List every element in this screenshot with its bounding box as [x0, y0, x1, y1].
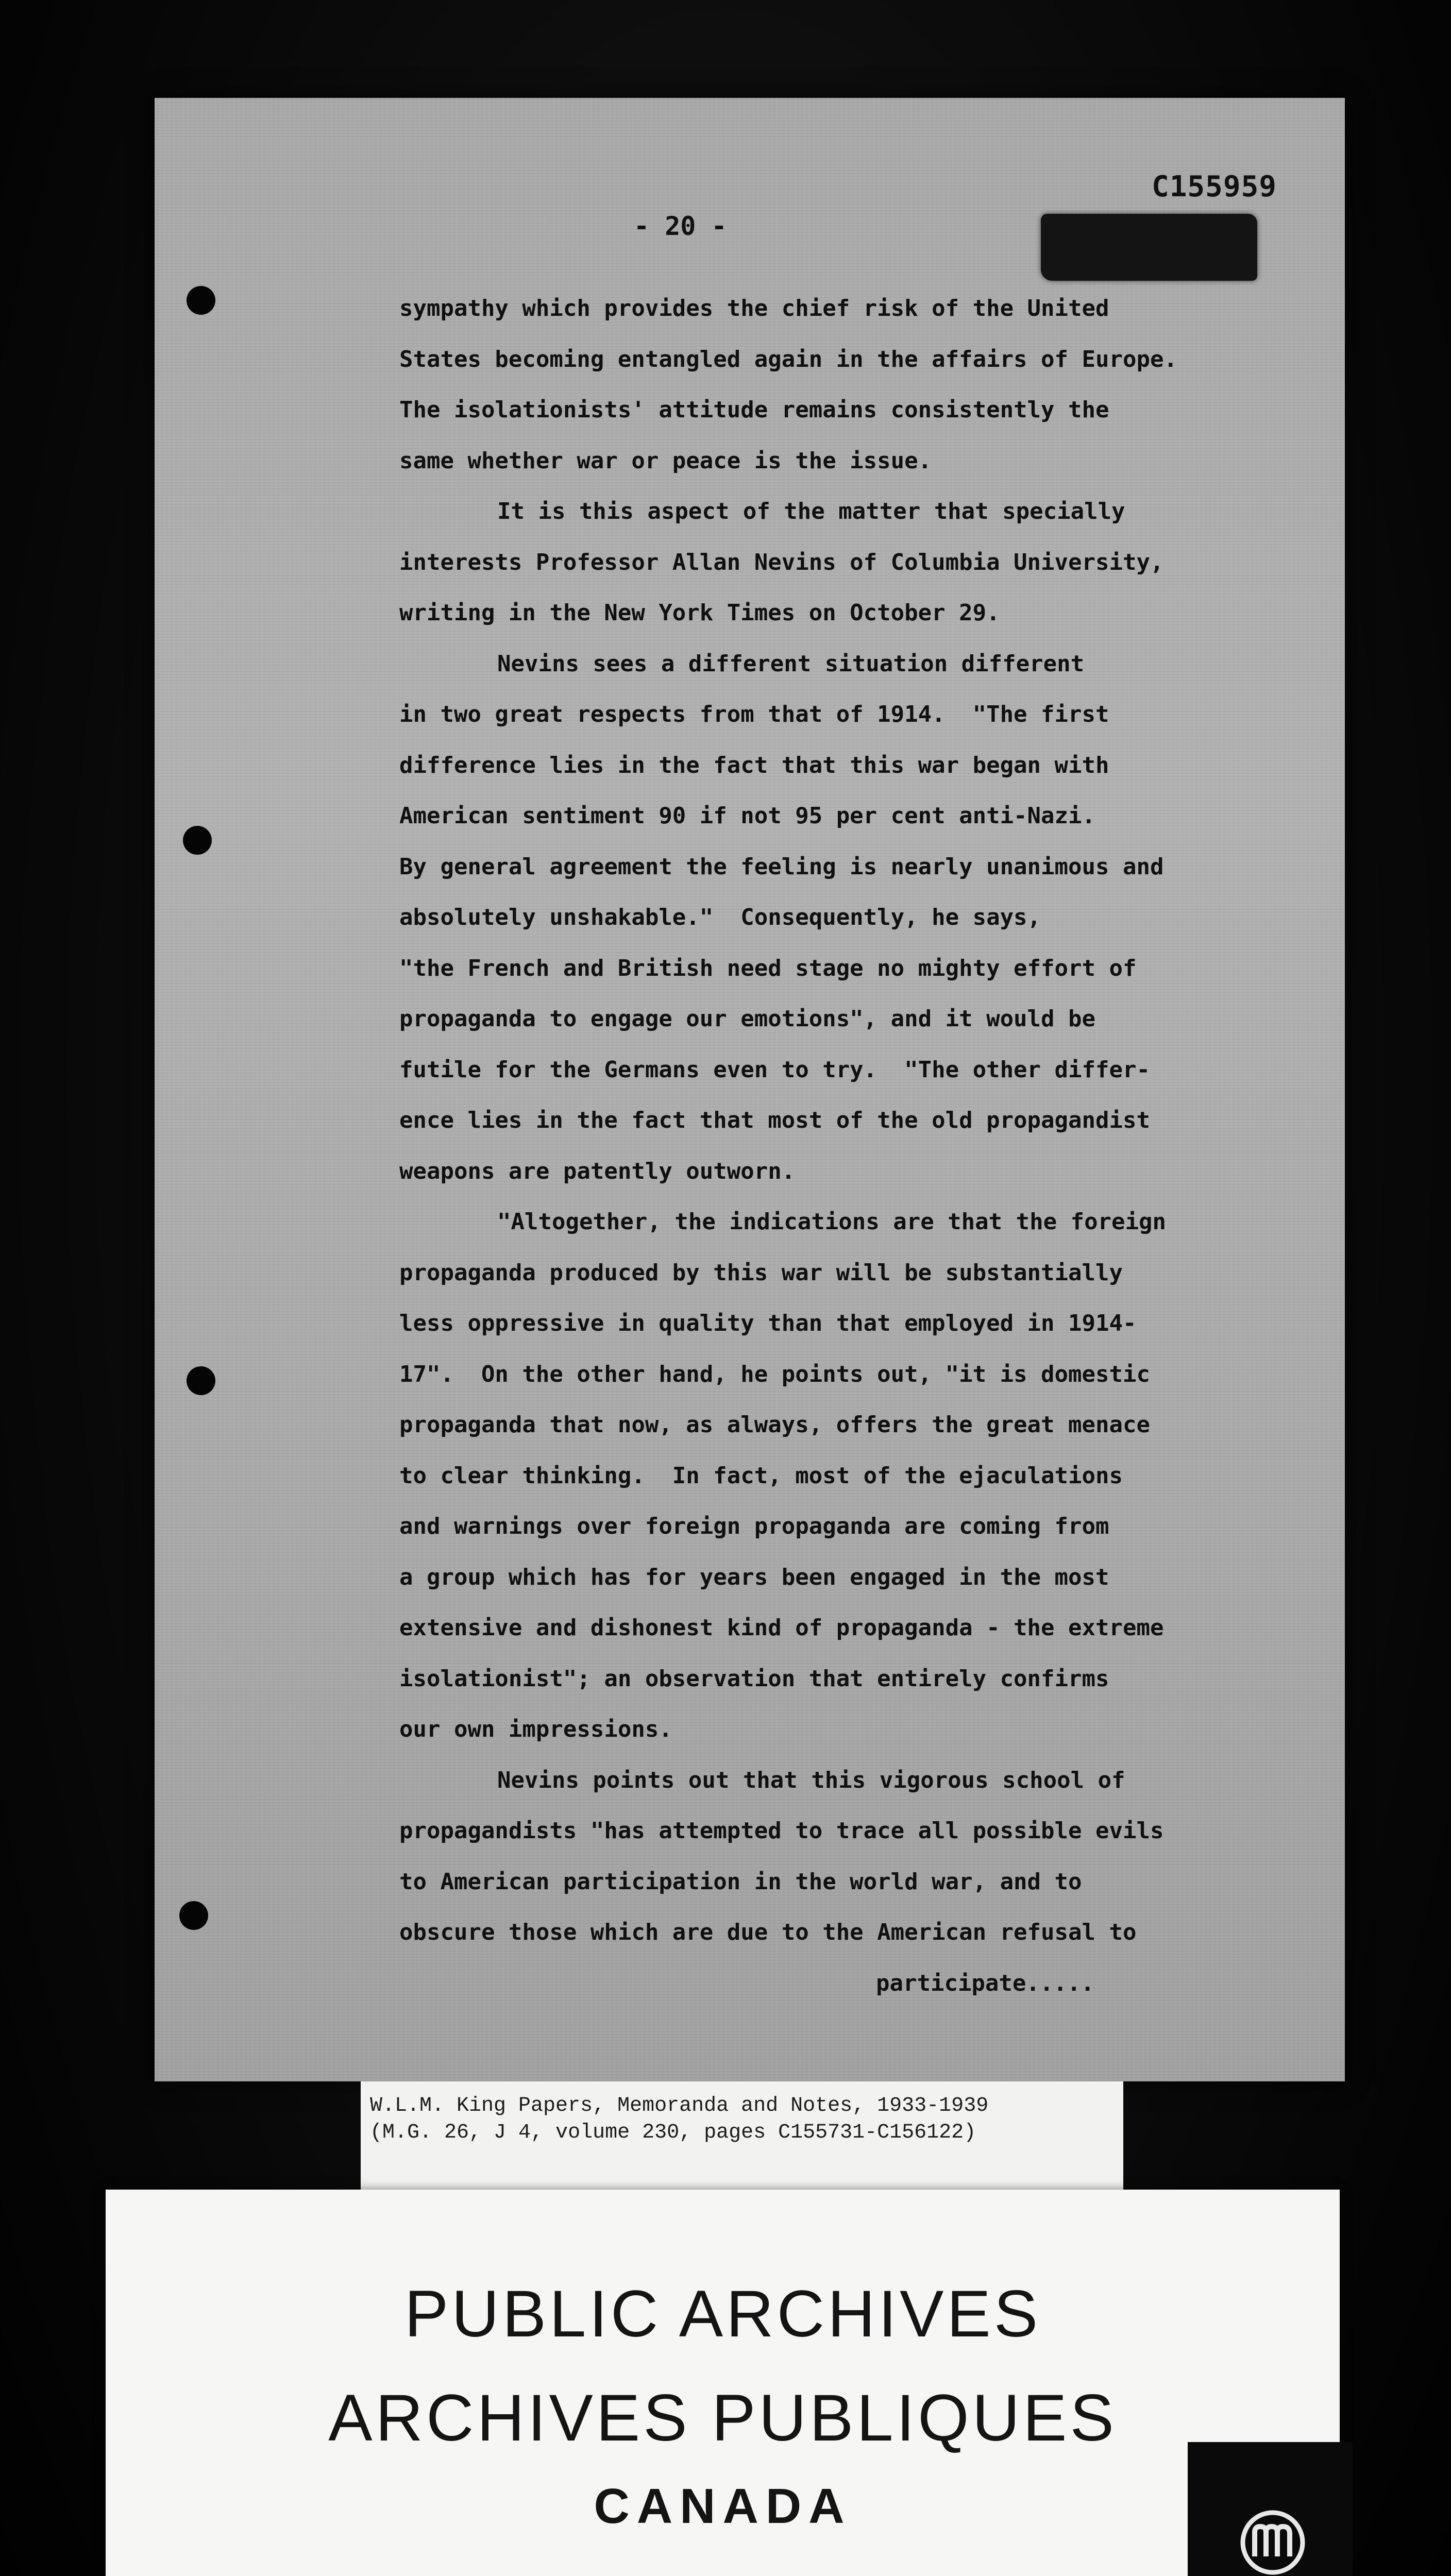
text-line: participate..... — [876, 1970, 1094, 1996]
text-line: weapons are patently outworn. — [399, 1158, 796, 1184]
text-line: ence lies in the fact that most of the old propagandist — [399, 1107, 1150, 1133]
text-line: difference lies in the fact that this war began with — [399, 752, 1109, 778]
text-line: "Altogether, the indications are that the foreign — [497, 1209, 1167, 1235]
archive-card-title-fr: ARCHIVES PUBLIQUES — [328, 2381, 1117, 2455]
text-line: By general agreement the feeling is nearly unanimous and — [399, 853, 1164, 880]
archives-canada-logo-icon — [1239, 2509, 1306, 2576]
text-line: American sentiment 90 if not 95 per cent anti-Nazi. — [399, 803, 1096, 829]
text-line: propaganda produced by this war will be substantially — [399, 1259, 1123, 1286]
text-line: propaganda that now, as always, offers the great menace — [399, 1412, 1150, 1438]
archive-card-title-en: PUBLIC ARCHIVES — [404, 2277, 1041, 2351]
text-line: States becoming entangled again in the affairs of Europe. — [399, 346, 1177, 372]
text-line: to clear thinking. In fact, most of the ejaculations — [399, 1462, 1123, 1489]
logo-block — [1188, 2442, 1353, 2576]
text-line: interests Professor Allan Nevins of Columbia University, — [399, 549, 1164, 575]
text-line: It is this aspect of the matter that specially — [497, 498, 1125, 524]
text-line: sympathy which provides the chief risk of the United — [399, 295, 1109, 321]
citation-strip — [361, 2081, 1123, 2200]
text-line: and warnings over foreign propaganda are coming from — [399, 1513, 1109, 1539]
page-number: - 20 - — [634, 211, 727, 241]
archive-card — [106, 2190, 1340, 2576]
text-line: futile for the Germans even to try. "The other differ- — [399, 1056, 1150, 1083]
punch-hole-icon — [187, 286, 215, 315]
document-id: C155959 — [1152, 170, 1277, 204]
text-line: isolationist"; an observation that entirely confirms — [399, 1665, 1109, 1692]
text-line: Nevins sees a different situation different — [497, 650, 1085, 677]
punch-hole-icon — [183, 826, 212, 855]
text-line: 17". On the other hand, he points out, "it is domestic — [399, 1361, 1150, 1387]
typed-page — [155, 98, 1345, 2081]
text-line: our own impressions. — [399, 1716, 672, 1742]
punch-hole-icon — [179, 1901, 208, 1930]
archive-card-country: CANADA — [594, 2479, 852, 2534]
citation-line-2: (M.G. 26, J 4, volume 230, pages C155731-C156122) — [370, 2121, 976, 2144]
text-line: propaganda to engage our emotions", and it would be — [399, 1006, 1096, 1032]
text-line: propagandists "has attempted to trace all possible evils — [399, 1818, 1164, 1844]
text-line: same whether war or peace is the issue. — [399, 447, 932, 474]
text-line: to American participation in the world war, and to — [399, 1868, 1082, 1895]
text-line: a group which has for years been engaged in the most — [399, 1564, 1109, 1590]
text-line: Nevins points out that this vigorous school of — [497, 1767, 1125, 1793]
text-line: absolutely unshakable." Consequently, he says, — [399, 904, 1041, 930]
punch-hole-icon — [187, 1366, 215, 1395]
text-line: "the French and British need stage no mighty effort of — [399, 955, 1137, 981]
redaction-mark — [1041, 214, 1257, 281]
body-text — [399, 283, 1317, 2009]
citation-line-1: W.L.M. King Papers, Memoranda and Notes, 1933-1939 — [370, 2094, 989, 2117]
text-line: extensive and dishonest kind of propaganda - the extreme — [399, 1615, 1164, 1641]
text-line: in two great respects from that of 1914. "The first — [399, 701, 1109, 727]
text-line: writing in the New York Times on October 29. — [399, 600, 1000, 626]
text-line: The isolationists' attitude remains consistently the — [399, 397, 1109, 423]
text-line: obscure those which are due to the American refusal to — [399, 1919, 1137, 1945]
text-line: less oppressive in quality than that employed in 1914- — [399, 1310, 1137, 1336]
